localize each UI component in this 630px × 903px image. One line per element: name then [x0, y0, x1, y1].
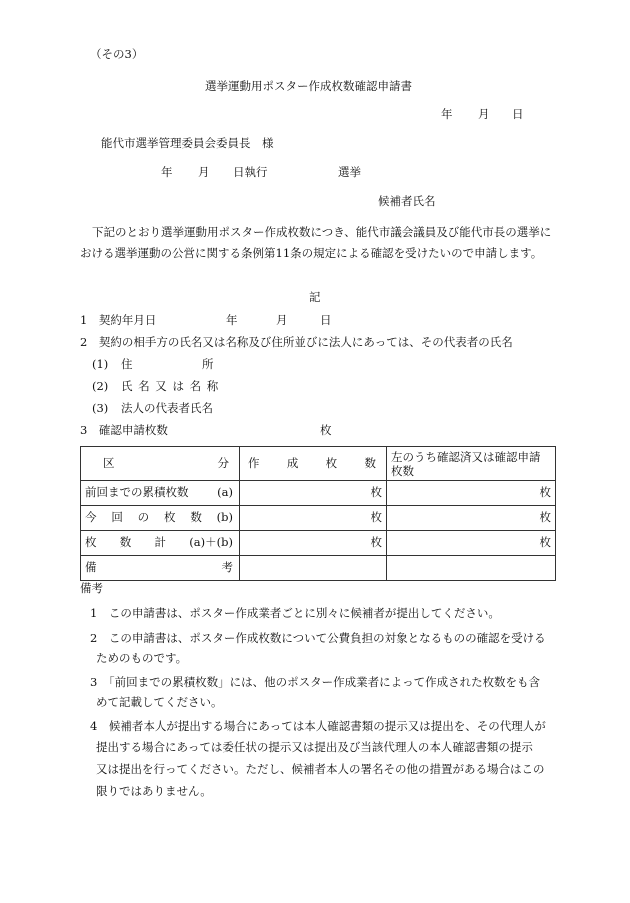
unit-label: 枚	[539, 510, 551, 525]
header-confirmed-count	[387, 447, 556, 481]
header-created-char: 作	[248, 455, 260, 470]
unit-label: 枚	[370, 510, 382, 525]
note-4-line: 又は提出を行ってください。ただし、候補者本人の署名その他の措置がある場合はこの	[96, 762, 545, 776]
note-4	[96, 758, 545, 780]
sub2-label: 氏 名 又 は 名 称	[121, 379, 220, 393]
note-2-line: 2 この申請書は、ポスター作成枚数について公費負担の対象となるものの確認を受ける	[90, 631, 546, 645]
addressee: 能代市選挙管理委員会委員長 様	[101, 136, 274, 150]
header-confirmed-text: 左のうち確認済又は確認申請枚数	[391, 449, 541, 478]
item1-month: 月	[276, 313, 288, 327]
table-header-row	[81, 447, 556, 481]
confirmed-count-cell[interactable]	[387, 481, 556, 506]
sub1-label-b: 所	[202, 357, 214, 371]
form-number: （その3）	[90, 47, 144, 61]
note-4	[90, 715, 546, 737]
count-table	[80, 446, 556, 581]
date-day: 日	[512, 107, 524, 121]
sub1-label-a: 住	[121, 357, 133, 371]
sub2-number: (2)	[92, 379, 109, 393]
row-label-part: 考	[221, 560, 233, 575]
row-label-part: 計	[154, 535, 167, 550]
row-label	[81, 556, 240, 581]
body-paragraph	[80, 222, 555, 264]
note-3	[90, 671, 540, 693]
note-4	[96, 780, 212, 802]
candidate-name-label: 候補者氏名	[378, 194, 436, 208]
row-label-part: 数	[190, 510, 202, 525]
table-row	[81, 506, 556, 531]
item3-unit: 枚	[320, 423, 332, 437]
remarks-cell[interactable]	[387, 556, 556, 581]
created-count-cell[interactable]	[240, 506, 387, 531]
unit-label: 枚	[370, 535, 382, 550]
unit-label: 枚	[370, 485, 382, 500]
row-label-part: (b)	[216, 510, 233, 525]
header-classification	[81, 447, 240, 481]
item1-label: 1 契約年月日	[80, 313, 157, 327]
row-label-part: 枚	[163, 510, 176, 525]
row-label-part: 前回までの累積枚数	[85, 485, 189, 500]
election-day: 日執行	[233, 165, 268, 179]
note-2-line: ためのものです。	[96, 651, 188, 665]
item1-day: 日	[320, 313, 332, 327]
confirmed-count-cell[interactable]	[387, 506, 556, 531]
row-label-part: (a)	[217, 485, 233, 500]
date-month: 月	[478, 107, 490, 121]
confirmed-count-cell[interactable]	[387, 531, 556, 556]
item2-label: 2 契約の相手方の氏名又は名称及び住所並びに法人にあっては、その代表者の氏名	[80, 335, 513, 349]
election-label: 選挙	[338, 165, 361, 179]
note-2	[90, 627, 546, 649]
note-3	[96, 691, 223, 713]
note-4	[96, 736, 533, 758]
table-row	[81, 481, 556, 506]
row-label	[81, 481, 240, 506]
notes-heading: 備考	[80, 581, 103, 595]
sub3-number: (3)	[92, 401, 109, 415]
unit-label: 枚	[539, 485, 551, 500]
unit-label: 枚	[539, 535, 551, 550]
row-label-part: 今	[85, 510, 97, 525]
header-created-count	[240, 447, 387, 481]
created-count-cell[interactable]	[240, 531, 387, 556]
item3-label: 3 確認申請枚数	[80, 423, 168, 437]
note-2	[96, 647, 187, 669]
created-count-cell[interactable]	[240, 481, 387, 506]
header-created-char: 成	[286, 455, 299, 470]
row-label-part: 数	[119, 535, 132, 550]
note-1-text: 1 この申請書は、ポスター作成業者ごとに別々に候補者が提出してください。	[90, 606, 500, 620]
table-row	[81, 531, 556, 556]
note-1	[90, 602, 500, 624]
row-label-part: 枚	[85, 535, 97, 550]
row-label-part: 備	[85, 560, 97, 575]
row-label-part: (a)＋(b)	[189, 535, 233, 550]
row-label	[81, 531, 240, 556]
date-year: 年	[441, 107, 453, 121]
note-4-line: 提出する場合にあっては委任状の提示又は提出及び当該代理人の本人確認書類の提示	[96, 740, 533, 754]
body-paragraph-text: 下記のとおり選挙運動用ポスター作成枚数につき、能代市議会議員及び能代市長の選挙における選挙運動の公営に関する条例第11条の規定による確認を受けたいので申請します。	[80, 225, 552, 260]
header-created-char: 枚	[325, 455, 338, 470]
row-label-part: の	[137, 510, 150, 525]
row-label-part: 回	[111, 510, 123, 525]
note-4-line: 限りではありません。	[96, 784, 212, 798]
election-month: 月	[198, 165, 210, 179]
header-classification-a: 区	[103, 455, 115, 470]
sub3-label: 法人の代表者氏名	[121, 401, 213, 415]
row-label	[81, 506, 240, 531]
note-4-line: 4 候補者本人が提出する場合にあっては本人確認書類の提示又は提出を、その代理人が	[90, 719, 546, 733]
document-title: 選挙運動用ポスター作成枚数確認申請書	[205, 79, 412, 93]
ki-heading: 記	[309, 290, 321, 304]
header-created-char: 数	[364, 455, 376, 470]
item1-year: 年	[226, 313, 238, 327]
note-3-line: 3 「前回までの累積枚数」には、他のポスター作成業者によって作成された枚数をも含	[90, 675, 541, 689]
table-row	[81, 556, 556, 581]
note-3-line: めて記載してください。	[96, 695, 223, 709]
remarks-cell[interactable]	[240, 556, 387, 581]
sub1-number: (1)	[92, 357, 109, 371]
election-year: 年	[161, 165, 173, 179]
header-classification-b: 分	[217, 455, 229, 470]
